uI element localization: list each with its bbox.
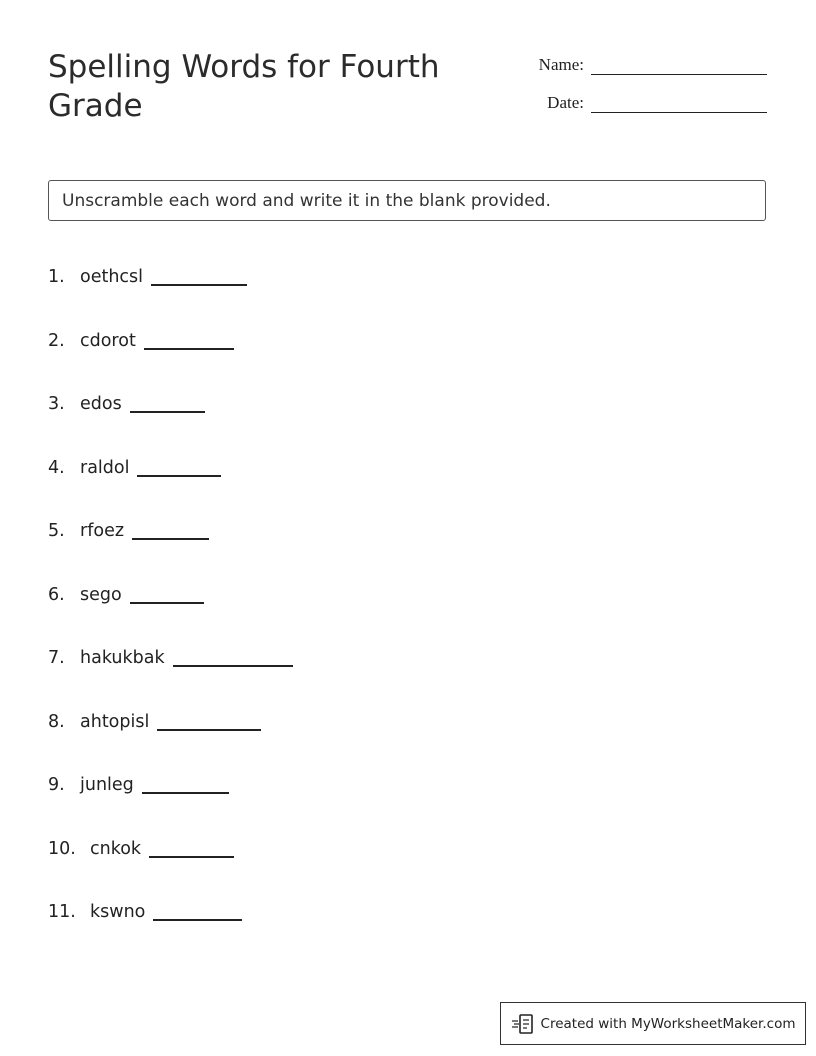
instructions-box: Unscramble each word and write it in the blank provided. [48,180,766,221]
answer-blank [130,391,205,413]
date-blank-line [591,90,767,113]
scrambled-word: junleg [80,775,134,795]
date-field [524,90,767,113]
answer-blank [173,645,293,667]
item-number: 5. [48,521,65,541]
scrambled-word: cdorot [80,330,136,351]
word-list [48,262,293,961]
answer-blank [157,709,261,731]
item-number: 6. [48,584,65,605]
scrambled-word: ahtopisl [80,711,150,732]
list-item [48,897,293,922]
scrambled-word: kswno [90,902,146,922]
list-item [48,262,293,287]
answer-blank [130,582,204,604]
worksheet-maker-logo-icon [511,1013,535,1035]
date-label: Date: [547,93,584,112]
item-number: 1. [48,267,65,287]
page-title: Spelling Words for Fourth Grade [48,49,440,124]
answer-blank [132,518,209,540]
list-item [48,580,293,605]
item-number: 9. [48,775,65,795]
name-label: Name: [538,55,584,74]
list-item [48,516,293,541]
name-blank-line [591,52,767,75]
item-number: 8. [48,711,65,732]
answer-blank [151,264,247,286]
list-item [48,770,293,795]
answer-blank [142,772,229,794]
answer-blank [153,899,242,921]
item-number: 3. [48,394,65,414]
scrambled-word: oethcsl [80,267,144,287]
item-number: 10. [48,838,76,859]
list-item [48,643,293,668]
list-item [48,453,293,478]
answer-blank [144,328,234,350]
item-number: 2. [48,330,65,351]
name-field [524,52,767,75]
answer-blank [137,455,221,477]
list-item [48,326,293,351]
footer-badge[interactable] [500,1002,806,1045]
item-number: 11. [48,902,76,922]
answer-blank [149,836,234,858]
item-number: 4. [48,457,65,478]
list-item [48,389,293,414]
item-number: 7. [48,648,65,668]
scrambled-word: sego [80,584,122,605]
scrambled-word: hakukbak [80,648,165,668]
scrambled-word: rfoez [80,521,125,541]
list-item [48,834,293,859]
list-item [48,707,293,732]
scrambled-word: raldol [80,457,130,478]
scrambled-word: edos [80,394,122,414]
footer-text[interactable]: Created with MyWorksheetMaker.com [540,1015,796,1032]
scrambled-word: cnkok [90,838,142,859]
